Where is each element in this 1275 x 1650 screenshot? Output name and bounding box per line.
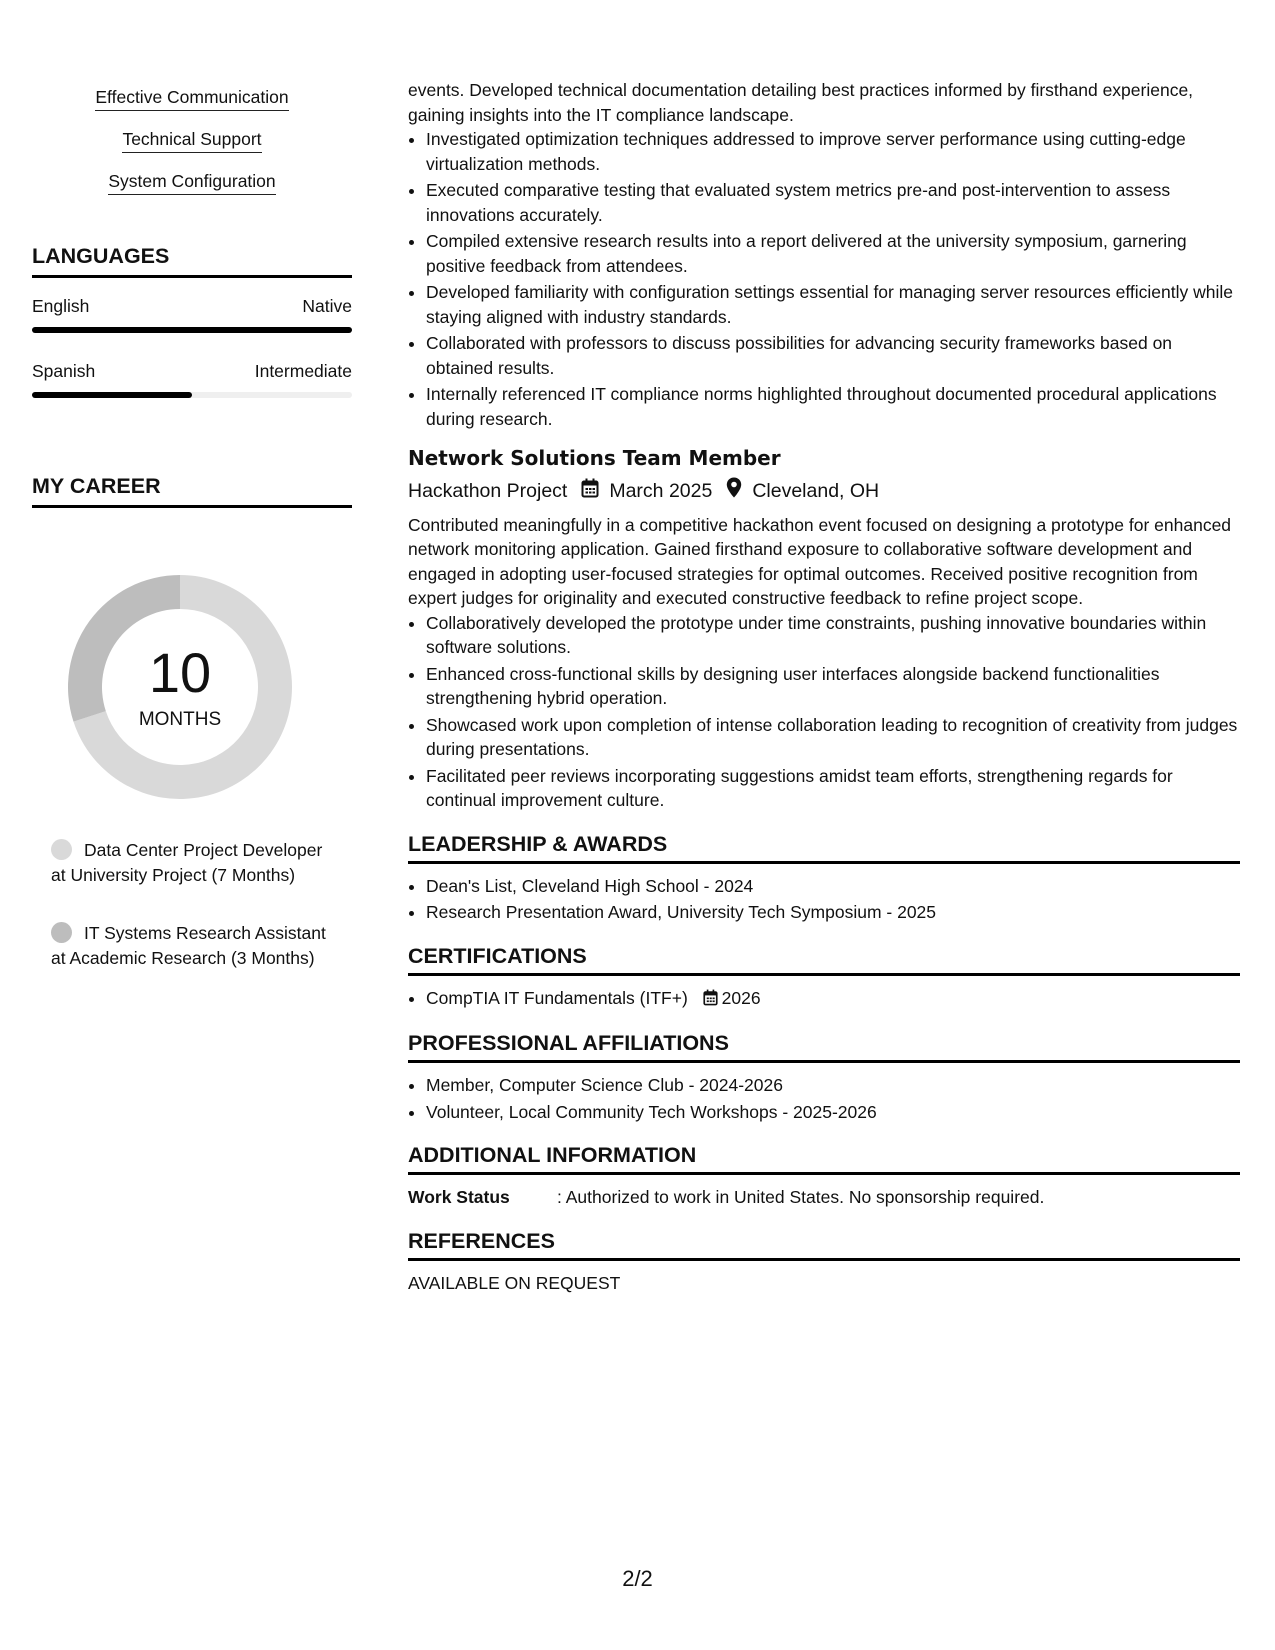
job-title: Network Solutions Team Member xyxy=(408,446,781,470)
list-item: • Volunteer, Local Community Tech Workshops - 2025-2026 xyxy=(426,1100,1240,1125)
skill-item: Effective Communication xyxy=(95,86,288,111)
affiliations-section xyxy=(408,1030,1240,1124)
section-title: ADDITIONAL INFORMATION xyxy=(408,1143,697,1167)
career-legend-item xyxy=(51,838,341,887)
section-divider xyxy=(32,275,352,278)
career-item-label: IT Systems Research Assistant at Academic Research (3 Months) xyxy=(51,923,326,968)
career-section xyxy=(32,473,352,508)
work-status-row xyxy=(408,1185,1240,1210)
list-item: • Research Presentation Award, University Tech Symposium - 2025 xyxy=(426,900,1240,925)
list-item: • Internally referenced IT compliance norms highlighted throughout documented procedural applications during research. xyxy=(426,382,1240,431)
section-divider xyxy=(32,505,352,508)
language-row xyxy=(32,361,352,382)
list-item: • Collaborated with professors to discuss possibilities for advancing security frameworks based on obtained results. xyxy=(426,331,1240,380)
list-item: • Developed familiarity with configuration settings essential for managing server resources efficiently while staying aligned with industry standards. xyxy=(426,280,1240,329)
section-divider xyxy=(408,861,1240,864)
work-status-label: Work Status xyxy=(408,1187,510,1207)
career-total-unit: MONTHS xyxy=(138,709,222,730)
job-location: Cleveland, OH xyxy=(752,479,880,502)
list-item: • Executed comparative testing that evaluated system metrics pre-and post-intervention to assess innovations accurately. xyxy=(426,178,1240,227)
section-divider xyxy=(408,1258,1240,1261)
map-pin-icon xyxy=(726,477,742,505)
list-item: • Enhanced cross-functional skills by designing user interfaces alongside backend functionalities strengthening hybrid operation. xyxy=(426,662,1240,711)
skill-item: System Configuration xyxy=(108,170,275,195)
language-name: Spanish xyxy=(32,361,96,381)
legend-dot xyxy=(51,922,72,943)
skill-item: Technical Support xyxy=(122,128,261,153)
career-legend-item xyxy=(51,921,341,970)
job-date: March 2025 xyxy=(609,479,713,502)
language-bar-fill xyxy=(32,392,192,398)
career-item-label: Data Center Project Developer at University Project (7 Months) xyxy=(51,840,323,885)
language-level: Intermediate xyxy=(254,361,352,381)
language-level: Native xyxy=(302,296,352,316)
work-status-value: : Authorized to work in United States. No sponsorship required. xyxy=(557,1187,1045,1207)
list-item: • Facilitated peer reviews incorporating suggestions amidst team efforts, strengthening regards for continual improvement culture. xyxy=(426,764,1240,813)
intro-bullets xyxy=(408,127,1240,431)
list-item: • Compiled extensive research results into a report delivered at the university symposium, garnering positive feedback from attendees. xyxy=(426,229,1240,278)
page-number: 2/2 xyxy=(622,1566,653,1591)
certification-year: 2026 xyxy=(721,987,761,1008)
calendar-icon xyxy=(703,988,718,1013)
list-item: • Member, Computer Science Club - 2024-2026 xyxy=(426,1073,1240,1098)
list-item: • Investigated optimization techniques addressed to improve server performance using cutting-edge virtualization methods. xyxy=(426,127,1240,176)
language-bar xyxy=(32,392,352,398)
leadership-section xyxy=(408,831,1240,925)
language-bar-fill xyxy=(32,327,352,333)
list-item xyxy=(426,986,1240,1013)
section-divider xyxy=(408,1060,1240,1063)
section-title: LEADERSHIP & AWARDS xyxy=(408,831,668,856)
language-row xyxy=(32,296,352,317)
section-divider xyxy=(408,1172,1240,1175)
list-item: • Dean's List, Cleveland High School - 2024 xyxy=(426,874,1240,899)
list-item: • Showcased work upon completion of intense collaboration leading to recognition of creativity from judges during presentations. xyxy=(426,713,1240,762)
list-item: • Collaboratively developed the prototype under time constraints, pushing innovative boundaries within software solutions. xyxy=(426,611,1240,660)
job-bullets xyxy=(408,611,1240,813)
job-meta xyxy=(408,477,1240,505)
section-divider xyxy=(408,973,1240,976)
career-title: MY CAREER xyxy=(32,474,161,498)
languages-section xyxy=(32,243,352,398)
section-title: REFERENCES xyxy=(408,1228,555,1253)
certifications-section xyxy=(408,943,1240,1013)
additional-info-section xyxy=(408,1142,1240,1210)
calendar-icon xyxy=(581,478,599,505)
legend-dot xyxy=(51,839,72,860)
skills-list xyxy=(32,86,352,212)
section-title: CERTIFICATIONS xyxy=(408,943,587,968)
section-title: PROFESSIONAL AFFILIATIONS xyxy=(408,1031,729,1055)
certification-name: CompTIA IT Fundamentals (ITF+) xyxy=(426,987,688,1008)
references-text: AVAILABLE ON REQUEST xyxy=(408,1272,621,1293)
career-donut-chart xyxy=(68,575,292,799)
languages-title: LANGUAGES xyxy=(32,244,170,268)
language-name: English xyxy=(32,296,90,316)
language-bar xyxy=(32,327,352,333)
job-company: Hackathon Project xyxy=(408,479,568,502)
references-section xyxy=(408,1228,1240,1296)
job-description: Contributed meaningfully in a competitive hackathon event focused on designing a prototype for enhanced network monitoring application. Gained firsthand exposure to collaborative software development and engaged in adopting user-focused strategies for optimal outcomes. Received positive recognition from expert judges for originality and executed constructive feedback to refine project scope. xyxy=(408,514,1232,608)
intro-paragraph: events. Developed technical documentation detailing best practices informed by firsthand experience, gaining insights into the IT compliance landscape. xyxy=(408,80,1194,125)
career-total-value: 10 xyxy=(148,641,212,704)
main-content xyxy=(408,78,1240,1295)
